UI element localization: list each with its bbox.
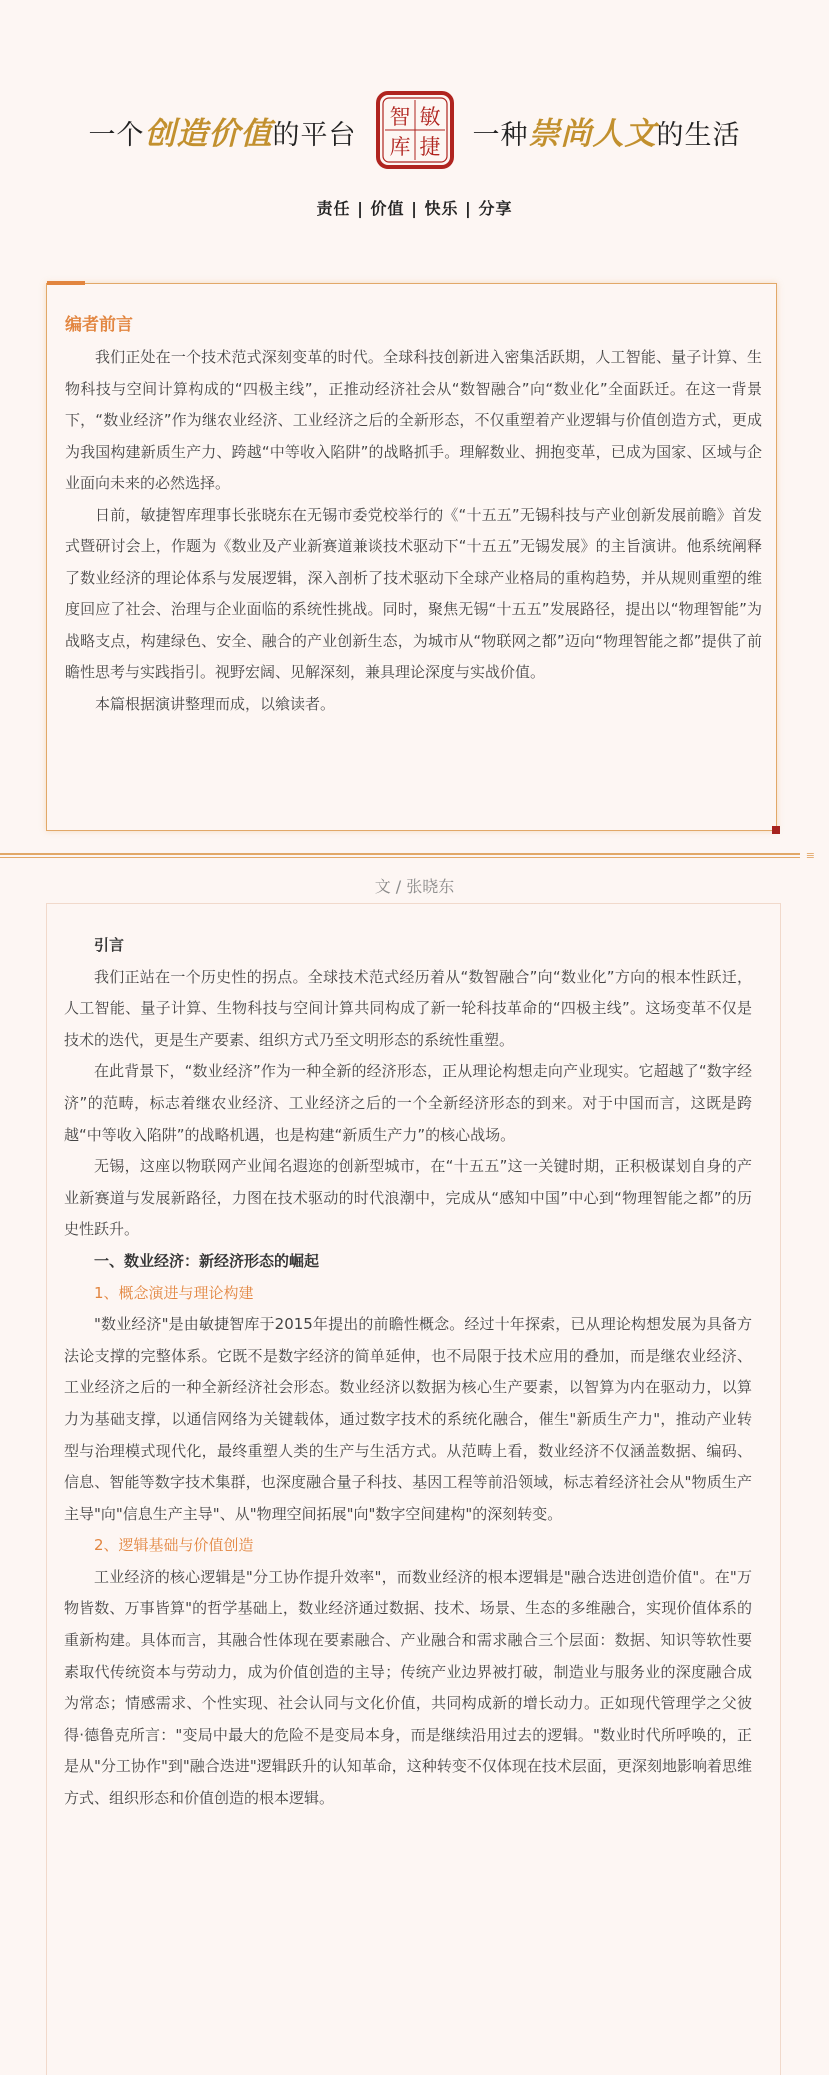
corner-accent-dot [772,826,780,834]
seal-logo [375,90,455,170]
banner-right-prefix: 一种 [472,119,529,151]
editor-note-title: 编者前言 [65,315,133,335]
banner-right-suffix: 的生活 [656,119,741,151]
tagline: 责任 | 价值 | 快乐 | 分享 [316,199,513,218]
divider-line [0,853,800,855]
editor-paragraph: 本篇根据演讲整理而成，以飨读者。 [95,694,336,713]
intro-heading: 引言 [94,936,125,954]
seal-char: 捷 [419,135,440,159]
seal-icon [375,90,455,170]
editor-paragraph: 我们正处在一个技术范式深刻变革的时代。全球科技创新进入密集活跃期，人工智能、量子计算、生物科技与空间计算构成的“四极主线”，正推动经济社会从“数智融合”向“数业化”全面跃迁。在这一背景下，“数业经济”作为继农业经济、工业经济之后的全新形态，不仅重塑着产业逻辑与价值创造方式，更成为我国构建新质生产力、跨越“中等收入陷阱”的战略抓手。理解数业、拥抱变革，已成为国家、区域与企业面向未来的必然选择。 [65,348,762,492]
intro-paragraph: 在此背景下，“数业经济”作为一种全新的经济形态，正从理论构想走向产业现实。它超越了“数字经济”的范畴，标志着继农业经济、工业经济之后的一个全新经济形态的到来。对于中国而言，这既是跨越“中等收入陷阱”的战略机遇，也是构建“新质生产力”的核心战场。 [64,1062,752,1144]
banner-left-highlight: 创造价值 [144,115,273,152]
body-paragraph: 工业经济的核心逻辑是"分工协作提升效率"，而数业经济的根本逻辑是"融合迭进创造价值"。在"万物皆数、万事皆算"的哲学基础上，数业经济通过数据、技术、场景、生态的多维融合，实现价值体系的重新构建。具体而言，其融合性体现在要素融合、产业融合和需求融合三个层面：数据、知识等软性要素取代传统资本与劳动力，成为价值创造的主导；传统产业边界被打破，制造业与服务业的深度融合成为常态；情感需求、个性实现、社会认同与文化价值，共同构成新的增长动力。正如现代管理学之父彼得·德鲁克所言："变局中最大的危险不是变局本身，而是继续沿用过去的逻辑。"数业时代所呼唤的，正是从"分工协作"到"融合迭进"逻辑跃升的认知革命，这种转变不仅体现在技术层面，更深刻地影响着思维方式、组织形态和价值创造的根本逻辑。 [64,1567,752,1808]
subsection-heading: 1、概念演进与理论构建 [94,1283,254,1302]
seal-char: 智 [389,105,410,129]
divider-end-icon: ≡ [805,849,815,862]
corner-accent-bar [47,281,85,285]
author-byline: 文 / 张晓东 [374,877,455,896]
section-heading: 一、数业经济：新经济形态的崛起 [94,1251,320,1270]
banner-right-highlight: 崇尚人文 [528,115,657,152]
editor-paragraph: 日前，敏捷智库理事长张晓东在无锡市委党校举行的《“十五五”无锡科技与产业创新发展前瞻》首发式暨研讨会上，作题为《数业及产业新赛道兼谈技术驱动下“十五五”无锡发展》的主旨演讲。他系统阐释了数业经济的理论体系与发展逻辑，深入剖析了技术驱动下全球产业格局的重构趋势，并从规则重塑的维度回应了社会、治理与企业面临的系统性挑战。同时，聚焦无锡“十五五”发展路径，提出以“物理智能”为战略支点，构建绿色、安全、融合的产业创新生态，为城市从“物联网之都”迈向“物理智能之都”提供了前瞻性思考与实践指引。视野宏阔、见解深刻，兼具理论深度与实战价值。 [65,505,762,681]
intro-paragraph: 我们正站在一个历史性的拐点。全球技术范式经历着从“数智融合”向“数业化”方向的根本性跃迁，人工智能、量子计算、生物科技与空间计算共同构成了新一轮科技革命的“四极主线”。这场变革不仅是技术的迭代，更是生产要素、组织方式乃至文明形态的系统性重塑。 [64,967,752,1049]
divider-line [0,857,800,858]
section-divider [0,849,829,862]
banner-left-phrase [89,108,357,153]
seal-char: 敏 [419,105,440,129]
banner-left-suffix: 的平台 [272,119,357,151]
header-banner [0,70,829,190]
banner-left-prefix: 一个 [88,119,145,151]
editor-note-body [65,342,762,720]
intro-paragraph: 无锡，这座以物联网产业闻名遐迩的创新型城市，在“十五五”这一关键时期，正积极谋划自身的产业新赛道与发展新路径，力图在技术驱动的时代浪潮中，完成从“感知中国”中心到“物理智能之都”的历史性跃升。 [64,1157,752,1239]
banner-right-phrase [473,108,741,153]
seal-char: 库 [389,135,410,159]
editor-note-box [46,283,777,831]
article-body [64,930,752,1815]
subsection-heading: 2、逻辑基础与价值创造 [94,1536,254,1555]
body-paragraph: "数业经济"是由敏捷智库于2015年提出的前瞻性概念。经过十年探索，已从理论构想发展为具备方法论支撑的完整体系。它既不是数字经济的简单延伸，也不局限于技术应用的叠加，而是继农业经济、工业经济之后的一种全新经济社会形态。数业经济以数据为核心生产要素，以智算为内在驱动力，以算力为基础支撑，以通信网络为关键载体，通过数字技术的系统化融合，催生"新质生产力"，推动产业转型与治理模式现代化，最终重塑人类的生产与生活方式。从范畴上看，数业经济不仅涵盖数据、编码、信息、智能等数字技术集群，也深度融合量子科技、基因工程等前沿领域，标志着经济社会从"物质生产主导"向"信息生产主导"、从"物理空间拓展"向"数字空间建构"的深刻转变。 [64,1315,752,1523]
